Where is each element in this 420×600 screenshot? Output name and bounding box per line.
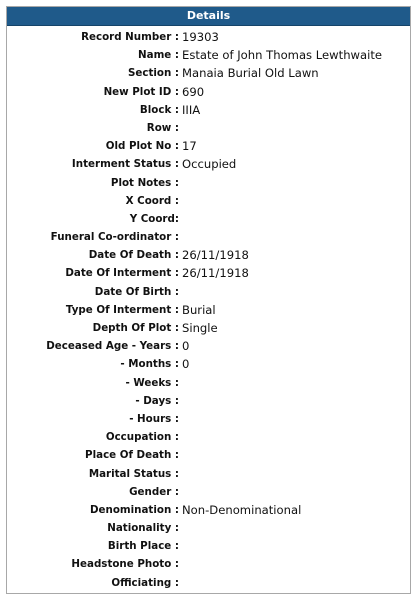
field-label: Y Coord: [129, 212, 179, 225]
field-officiating [7, 574, 410, 592]
field-label: Occupation : [105, 431, 179, 444]
field-value: 17 [182, 139, 197, 154]
field-old-plot-no [7, 137, 410, 155]
field-occupation [7, 428, 410, 446]
field-label: Marital Status : [88, 467, 179, 480]
field-marital-status [7, 465, 410, 483]
field-name [7, 46, 410, 64]
field-label: Block : [139, 103, 179, 116]
field-date-of-death [7, 246, 410, 264]
field-value: Estate of John Thomas Lewthwaite [182, 48, 383, 63]
field-date-of-interment [7, 264, 410, 282]
field-value: 19303 [182, 30, 219, 44]
field-months [7, 355, 410, 373]
field-headstone-photo [7, 555, 410, 573]
field-label: Type Of Interment : [65, 303, 179, 316]
field-label: Place Of Death : [85, 449, 179, 462]
field-birth-place [7, 537, 410, 555]
field-label: Deceased Age - Years : [46, 340, 179, 353]
field-label: Section : [127, 67, 179, 80]
field-days [7, 392, 410, 410]
field-value: 690 [182, 84, 205, 99]
field-interment-status [7, 155, 410, 173]
field-value: 26/11/1918 [182, 266, 249, 281]
field-row [7, 119, 410, 137]
details-rows [7, 26, 410, 592]
field-value: Non-Denominational [182, 502, 302, 517]
field-denomination [7, 501, 410, 519]
field-label: Funeral Co-ordinator : [50, 231, 179, 244]
field-label: Nationality : [107, 522, 179, 535]
field-value: 26/11/1918 [182, 248, 249, 263]
field-label: Date Of Interment : [65, 267, 179, 280]
field-value: 0 [182, 357, 190, 372]
field-label: Depth Of Plot : [92, 322, 179, 334]
field-label: X Coord : [125, 194, 179, 207]
field-label: Row : [146, 121, 179, 134]
field-weeks [7, 374, 410, 392]
field-label: Name : [138, 49, 179, 62]
field-label: Denomination : [89, 503, 179, 516]
field-label: Gender : [129, 485, 179, 498]
field-label: Interment Status : [71, 158, 179, 171]
field-value: IIIA [182, 102, 201, 117]
field-funeral-coordinator [7, 228, 410, 246]
field-label: Plot Notes : [110, 176, 179, 189]
field-place-of-death [7, 446, 410, 464]
field-value: 0 [182, 339, 190, 354]
field-date-of-birth [7, 283, 410, 301]
field-value: Manaia Burial Old Lawn [182, 66, 319, 81]
field-label: - Weeks : [125, 376, 179, 389]
field-record-number [7, 28, 410, 46]
field-label: Old Plot No : [105, 140, 179, 153]
details-header: Details [7, 7, 410, 26]
field-value: Single [182, 321, 218, 335]
field-deceased-age-years [7, 337, 410, 355]
field-label: Record Number : [81, 31, 179, 43]
field-type-of-interment [7, 301, 410, 319]
field-value: Occupied [182, 157, 237, 172]
field-hours [7, 410, 410, 428]
details-panel [6, 6, 411, 594]
field-section [7, 64, 410, 82]
field-value: Burial [182, 302, 216, 317]
field-nationality [7, 519, 410, 537]
field-block [7, 101, 410, 119]
field-label: - Days : [135, 394, 179, 407]
field-label: Date Of Death : [88, 249, 179, 262]
field-new-plot-id [7, 83, 410, 101]
field-label: Date Of Birth : [94, 285, 179, 298]
field-depth-of-plot [7, 319, 410, 337]
field-label: Officiating : [111, 576, 179, 589]
field-x-coord [7, 192, 410, 210]
field-label: Headstone Photo : [71, 558, 179, 571]
field-label: - Months : [120, 358, 179, 371]
field-label: Birth Place : [107, 540, 179, 553]
field-plot-notes [7, 174, 410, 192]
field-y-coord [7, 210, 410, 228]
field-label: - Hours : [129, 412, 179, 425]
field-label: New Plot ID : [103, 85, 179, 98]
field-gender [7, 483, 410, 501]
